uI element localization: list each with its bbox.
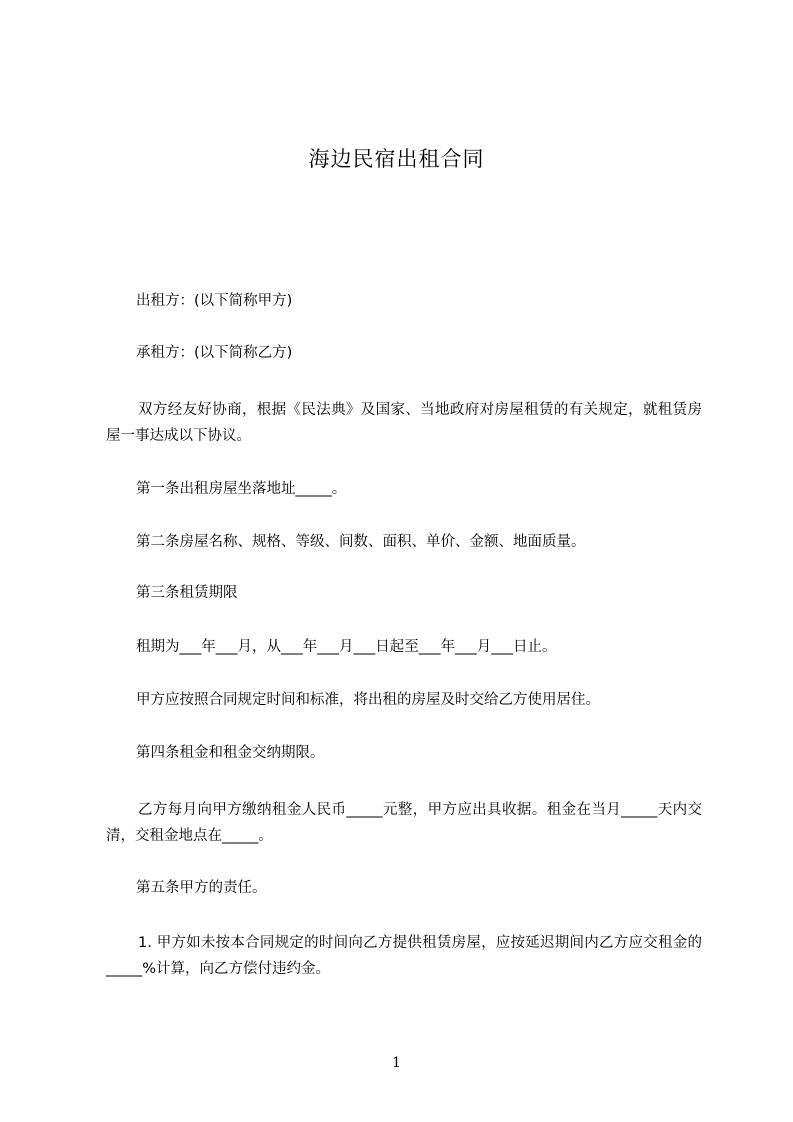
paragraph-lessee: 承租方：(以下简称乙方) bbox=[136, 345, 293, 361]
paragraph-rent-payment: 乙方每月向甲方缴纳租金人民币_____元整，甲方应出具收据。租金在当月_____天内交清，交租金地点在_____。 bbox=[106, 802, 702, 844]
document-title: 海边民宿出租合同 bbox=[308, 147, 485, 171]
paragraph-agreement-intro: 双方经友好协商，根据《民法典》及国家、当地政府对房屋租赁的有关规定，就租赁房屋一事达成以下协议。 bbox=[106, 402, 702, 444]
paragraph-article-5-heading: 第五条甲方的责任。 bbox=[136, 880, 267, 896]
paragraph-article-1: 第一条出租房屋坐落地址_____。 bbox=[136, 481, 347, 497]
paragraph-article-3-heading: 第三条租赁期限 bbox=[136, 585, 238, 601]
paragraph-article-2: 第二条房屋名称、规格、等级、间数、面积、单价、金额、地面质量。 bbox=[136, 534, 586, 550]
paragraph-article-4-heading: 第四条租金和租金交纳期限。 bbox=[136, 745, 325, 761]
paragraph-lessor: 出租方：(以下简称甲方) bbox=[136, 293, 293, 309]
paragraph-lease-term: 租期为___年___月，从___年___月___日起至___年___月___日止。 bbox=[136, 639, 557, 655]
paragraph-article-5-item-1: 1. 甲方如未按本合同规定的时间向乙方提供租赁房屋，应按延迟期间内乙方应交租金的_____%计算，向乙方偿付违约金。 bbox=[106, 935, 702, 977]
paragraph-delivery: 甲方应按照合同规定时间和标准，将出租的房屋及时交给乙方使用居住。 bbox=[136, 692, 600, 708]
page-number: 1 bbox=[392, 1055, 401, 1071]
